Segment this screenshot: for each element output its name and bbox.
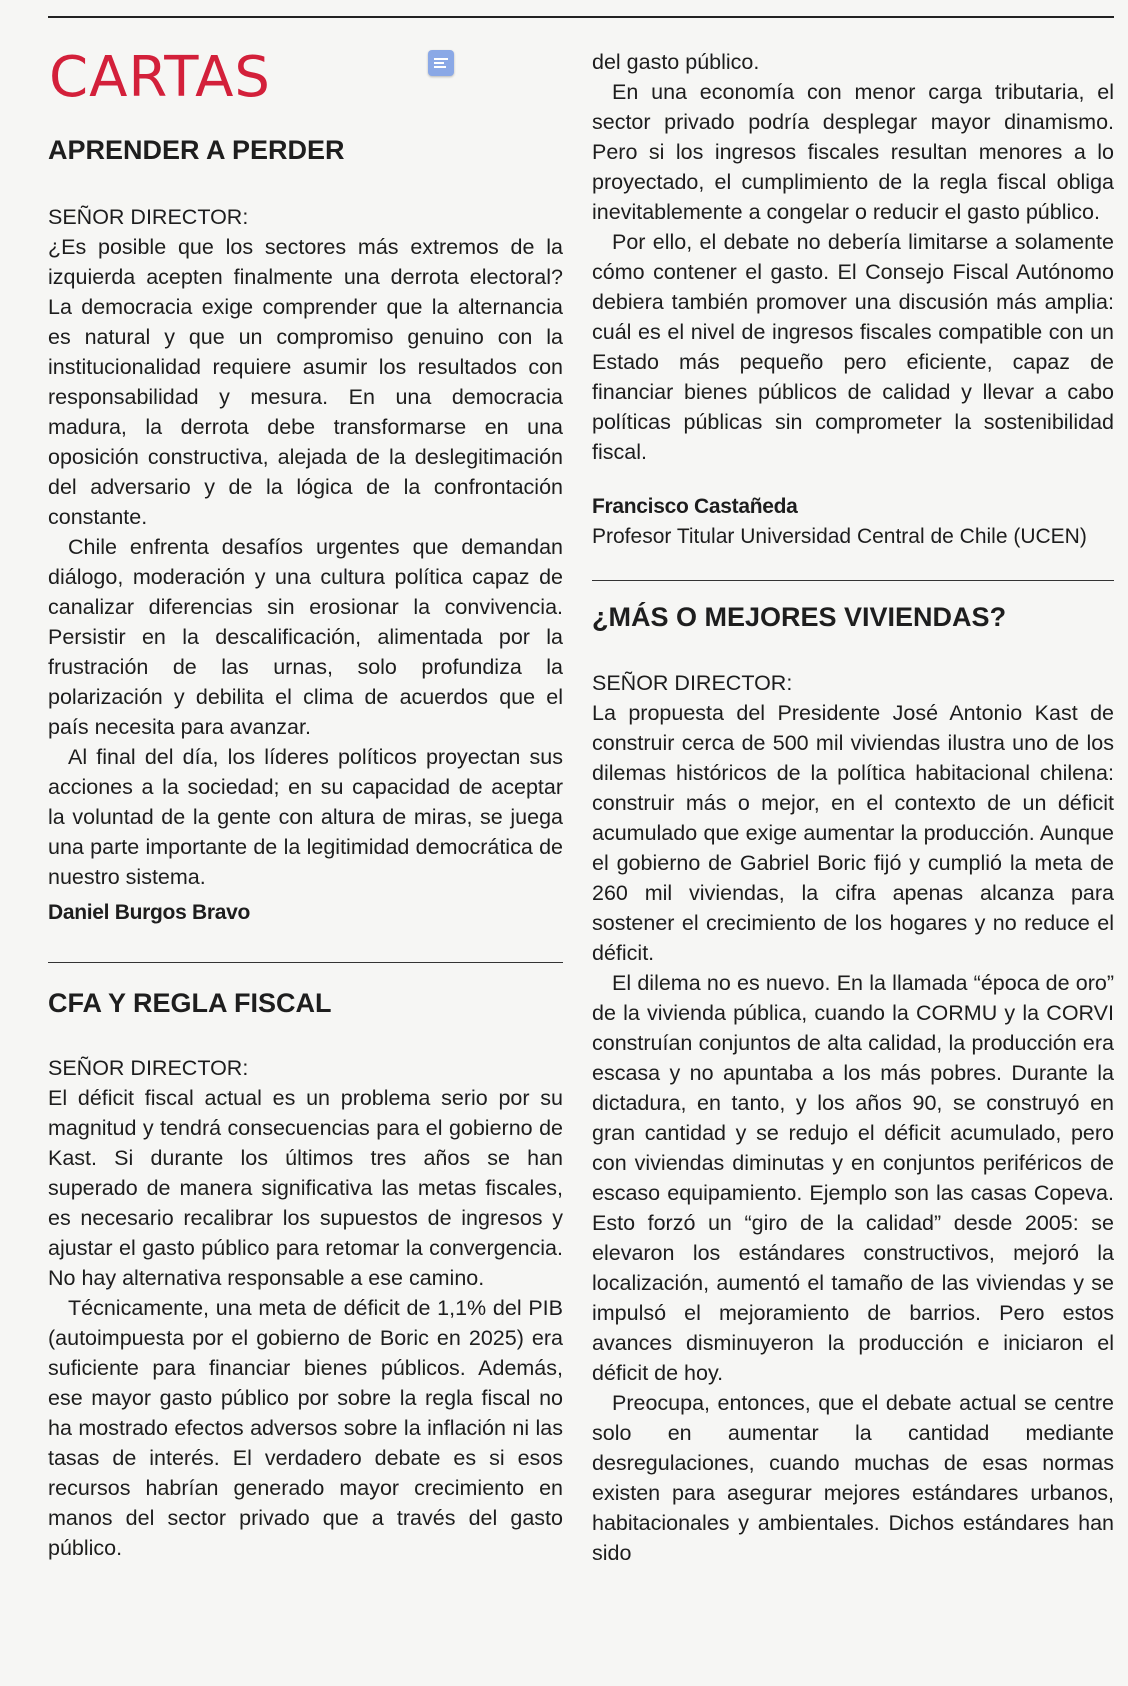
paragraph: El déficit fiscal actual es un problema serio por su magnitud y tendrá consecuencias para el gobierno de Kast. Si durante los últimos tres años se han superado de manera significativa las metas fiscales, es necesario recalibrar los supuestos de ingresos y ajustar el gasto público para retomar la convergencia. No hay alternativa responsable a ese camino. [48,1086,563,1290]
letter-viviendas-body [592,668,1114,1568]
letter-title: CFA Y REGLA FISCAL [48,988,332,1018]
right-column [592,0,1114,1686]
letter-aprender-body [48,202,563,892]
section-title: CARTAS [49,45,271,110]
letter-mas-o-mejores-viviendas [592,602,1114,632]
paragraph: Técnicamente, una meta de déficit de 1,1% del PIB (autoimpuesta por el gobierno de Boric en 2025) era suficiente para financiar bienes públicos. Además, ese mayor gasto público por sobre la regla fiscal no ha mostrado efectos adversos sobre la inflación ni las tasas de interés. El verdadero debate es si esos recursos habrían generado mayor crecimiento en manos del sector privado que a través del gasto público. [48,1296,563,1560]
letter-cfa-regla-fiscal [48,988,563,1018]
paragraph: En una economía con menor carga tributaria, el sector privado podría desplegar mayor dinamismo. Pero si los ingresos fiscales resultan menores a lo proyectado, el cumplimiento de la regla fiscal obliga inevitablemente a congelar o reducir el gasto público. [592,80,1114,224]
letter-title: ¿MÁS O MEJORES VIVIENDAS? [592,602,1007,632]
author-name: Francisco Castañeda [592,495,798,518]
divider [48,962,563,963]
letter-aprender-a-perder [48,135,563,165]
paragraph: La propuesta del Presidente José Antonio Kast de construir cerca de 500 mil viviendas ilustra uno de los dilemas históricos de la política habitacional chilena: construir más o mejor, en el contexto de un déficit acumulado que exige aumentar la producción. Aunque el gobierno de Gabriel Boric fijó y cumplió la meta de 260 mil viviendas, la cifra apenas alcanza para sostener el crecimiento de los hogares y no reduce el déficit. [592,701,1114,965]
paragraph: Preocupa, entonces, que el debate actual se centre solo en aumentar la cantidad mediante desregulaciones, cuando muchas de esas normas existen para asegurar mejores estándares urbanos, habitacionales y ambientales. Dichos estándares han sido [592,1391,1114,1565]
letter-cfa-continued [592,47,1114,467]
author-block [592,492,1114,552]
paragraph: El dilema no es nuevo. En la llamada “época de oro” de la vivienda pública, cuando la CORMU y la CORVI construían conjuntos de alta calidad, la producción era escasa y no apuntaba a los más pobres. Durante la dictadura, en tanto, y los años 90, se construyó en gran cantidad y se redujo el déficit acumulado, pero con viviendas diminutas y en conjuntos periféricos de escaso equipamiento. Ejemplo son las casas Copeva. Esto forzó un “giro de la calidad” desde 2005: se elevaron los estándares constructivos, mejoró la localización, aumentó el tamaño de las viviendas y se impulsó el mejoramiento de barrios. Pero estos avances disminuyeron la producción e iniciaron el déficit de hoy. [592,971,1114,1385]
paragraph: Por ello, el debate no debería limitarse a solamente cómo contener el gasto. El Consejo Fiscal Autónomo debiera también promover una discusión más amplia: cuál es el nivel de ingresos fiscales compatible con un Estado más pequeño pero eficiente, capaz de financiar bienes públicos de calidad y llevar a cabo políticas públicas sin comprometer la sostenibilidad fiscal. [592,230,1114,464]
paragraph: ¿Es posible que los sectores más extremos de la izquierda acepten finalmente una derrota electoral? La democracia exige comprender que la alternancia es natural y que un compromiso genuino con la institucionalidad requiere asumir los resultados con responsabilidad y mesura. En una democracia madura, la derrota debe transformarse en una oposición constructiva, alejada de la deslegitimación del adversario y de la lógica de la confrontación constante. [48,235,563,529]
divider [592,580,1114,581]
paragraph: Al final del día, los líderes políticos proyectan sus acciones a la sociedad; en su capacidad de aceptar la voluntad de la gente con altura de miras, se juega una parte importante de la legitimidad democrática de nuestro sistema. [48,745,563,889]
letter-cfa-body [48,1053,563,1560]
author-block [48,898,563,928]
letter-title: APRENDER A PERDER [48,135,345,165]
paragraph: Chile enfrenta desafíos urgentes que demandan diálogo, moderación y una cultura política capaz de canalizar diferencias sin erosionar la convivencia. Persistir en la descalificación, alimentada por la frustración de las urnas, solo profundiza la polarización y debilita el clima de acuerdos que el país necesita para avanzar. [48,535,563,739]
salutation: SEÑOR DIRECTOR: [48,1056,249,1080]
author-name: Daniel Burgos Bravo [48,901,251,924]
salutation: SEÑOR DIRECTOR: [592,671,793,695]
continued-line: del gasto público. [592,50,760,74]
salutation: SEÑOR DIRECTOR: [48,205,249,229]
left-column [48,0,563,1686]
author-affiliation: Profesor Titular Universidad Central de Chile (UCEN) [592,525,1087,548]
